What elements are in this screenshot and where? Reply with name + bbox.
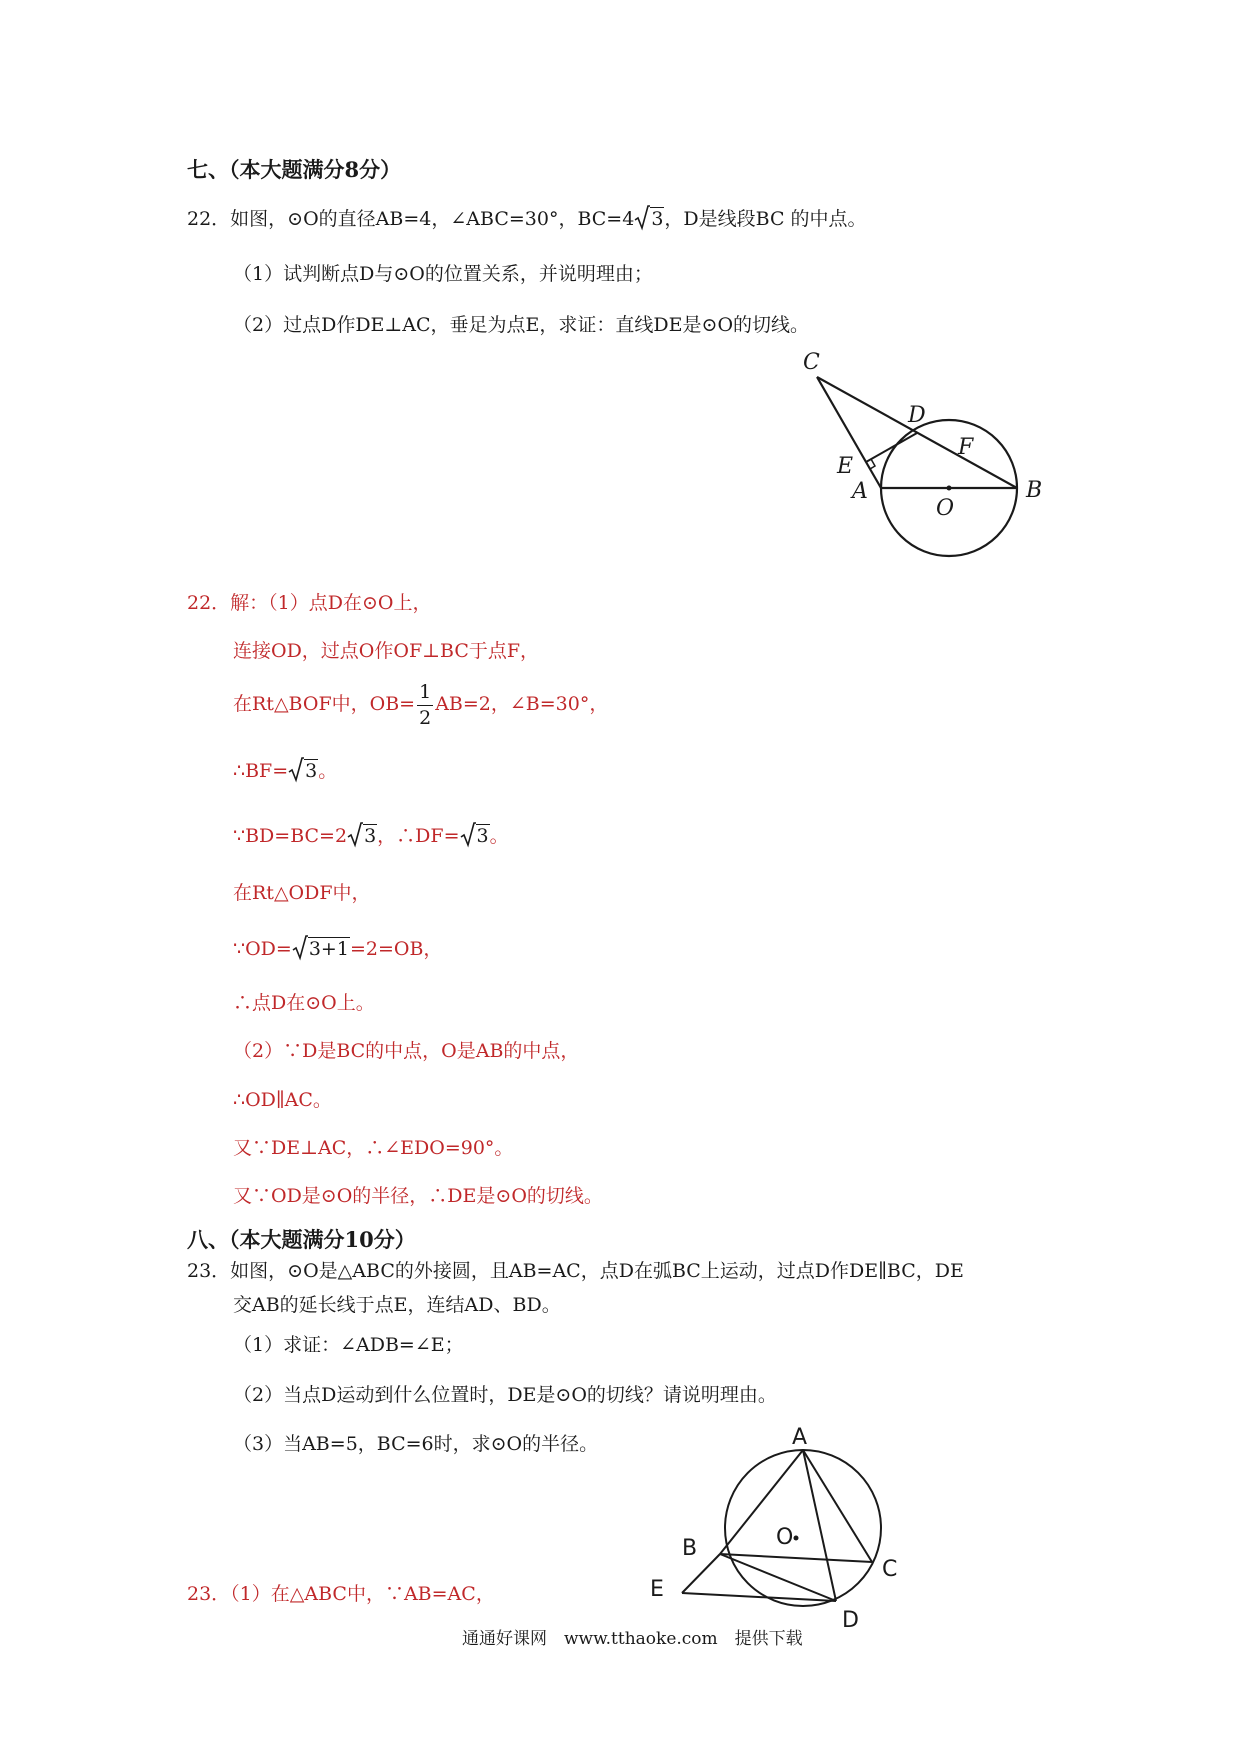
label-b: B bbox=[1026, 478, 1043, 503]
s22-l4-c: 。 bbox=[318, 760, 338, 782]
s22-l4-a: ∴BF= bbox=[233, 760, 289, 782]
question-22-stem bbox=[187, 204, 867, 236]
solution-22-line3 bbox=[233, 676, 608, 732]
q22-text-b: ，D是线段BC 的中点。 bbox=[664, 208, 867, 230]
section-heading-7: 七、（本大题满分8分） bbox=[187, 157, 402, 182]
label-d: D bbox=[908, 403, 926, 428]
solution-22-line4 bbox=[233, 756, 337, 788]
s22-l3-a: 在Rt△BOF中，OB= bbox=[233, 693, 416, 715]
solution-22-line6: 在Rt△ODF中， bbox=[233, 882, 371, 904]
solution-22-line7 bbox=[233, 934, 442, 966]
q22-text-a: 22．如图，⊙O的直径AB=4，∠ABC=30°，BC=4 bbox=[187, 208, 635, 230]
solution-22-line11: 又∵DE⊥AC，∴∠EDO=90°。 bbox=[233, 1137, 514, 1159]
s22-l5-c: ，∴DF= bbox=[377, 825, 460, 847]
solution-22-line9: （2）∵D是BC的中点，O是AB的中点， bbox=[233, 1040, 580, 1062]
s22-l5-a: ∵BD=BC=2 bbox=[233, 825, 348, 847]
label-f: F bbox=[958, 435, 974, 460]
fraction-numerator: 1 bbox=[417, 683, 433, 706]
question-23-part2: （2）当点D运动到什么位置时，DE是⊙O的切线？请说明理由。 bbox=[233, 1384, 777, 1406]
sqrt-icon bbox=[347, 822, 363, 853]
label-e: E bbox=[650, 1577, 664, 1602]
s22-l5-radicand-1: 3 bbox=[364, 825, 377, 847]
question-23-stem-line2: 交AB的延长线于点E，连结AD、BD。 bbox=[233, 1294, 561, 1316]
solution-23-line1: 23．（1）在△ABC中，∵AB=AC， bbox=[187, 1583, 495, 1605]
s22-l3-b: AB=2，∠B=30°， bbox=[435, 693, 609, 715]
page-footer: 通通好课网 www.tthaoke.com 提供下载 bbox=[462, 1629, 803, 1649]
solution-22-line10: ∴OD∥AC。 bbox=[233, 1089, 332, 1111]
label-c: C bbox=[882, 1557, 898, 1582]
section-heading-8: 八、（本大题满分10分） bbox=[187, 1227, 416, 1252]
solution-22-line5 bbox=[233, 821, 509, 853]
geometry-figure-22 bbox=[800, 345, 1060, 560]
sqrt-icon bbox=[460, 822, 476, 853]
s22-l7-radicand: 3+1 bbox=[308, 938, 349, 960]
label-d: D bbox=[842, 1608, 859, 1633]
solution-22-line2: 连接OD，过点O作OF⊥BC于点F， bbox=[233, 640, 540, 662]
solution-22-line1: 22．解：（1）点D在⊙O上， bbox=[187, 592, 432, 614]
sqrt-icon bbox=[288, 757, 304, 788]
label-o: O bbox=[776, 1525, 794, 1550]
q22-radicand: 3 bbox=[651, 208, 664, 230]
solution-22-line8: ∴点D在⊙O上。 bbox=[233, 992, 375, 1014]
s22-l7-a: ∵OD= bbox=[233, 938, 292, 960]
label-o: O bbox=[936, 496, 955, 521]
question-23-stem-line1: 23．如图，⊙O是△ABC的外接圆，且AB=AC，点D在弧BC上运动，过点D作DE∥BC，DE bbox=[187, 1260, 964, 1282]
question-23-part3: （3）当AB=5，BC=6时，求⊙O的半径。 bbox=[233, 1433, 599, 1455]
s22-l5-e: 。 bbox=[489, 825, 509, 847]
label-a: A bbox=[792, 1425, 808, 1450]
sqrt-icon bbox=[634, 205, 650, 236]
label-c: C bbox=[803, 350, 820, 375]
label-e: E bbox=[837, 454, 854, 479]
s22-l7-c: =2=OB， bbox=[349, 938, 443, 960]
solution-22-line12: 又∵OD是⊙O的半径，∴DE是⊙O的切线。 bbox=[233, 1185, 603, 1207]
label-a: A bbox=[852, 479, 868, 504]
s22-l4-radicand: 3 bbox=[305, 760, 318, 782]
question-22-part2: （2）过点D作DE⊥AC，垂足为点E，求证：直线DE是⊙O的切线。 bbox=[233, 314, 810, 336]
fraction-denominator: 2 bbox=[419, 706, 432, 729]
fraction-one-half bbox=[417, 680, 433, 729]
geometry-figure-23 bbox=[640, 1420, 940, 1645]
s22-l5-radicand-2: 3 bbox=[476, 825, 489, 847]
sqrt-icon bbox=[292, 935, 308, 966]
question-22-part1: （1）试判断点D与⊙O的位置关系，并说明理由； bbox=[233, 263, 653, 285]
question-23-part1: （1）求证：∠ADB=∠E； bbox=[233, 1334, 464, 1356]
label-b: B bbox=[682, 1536, 698, 1561]
